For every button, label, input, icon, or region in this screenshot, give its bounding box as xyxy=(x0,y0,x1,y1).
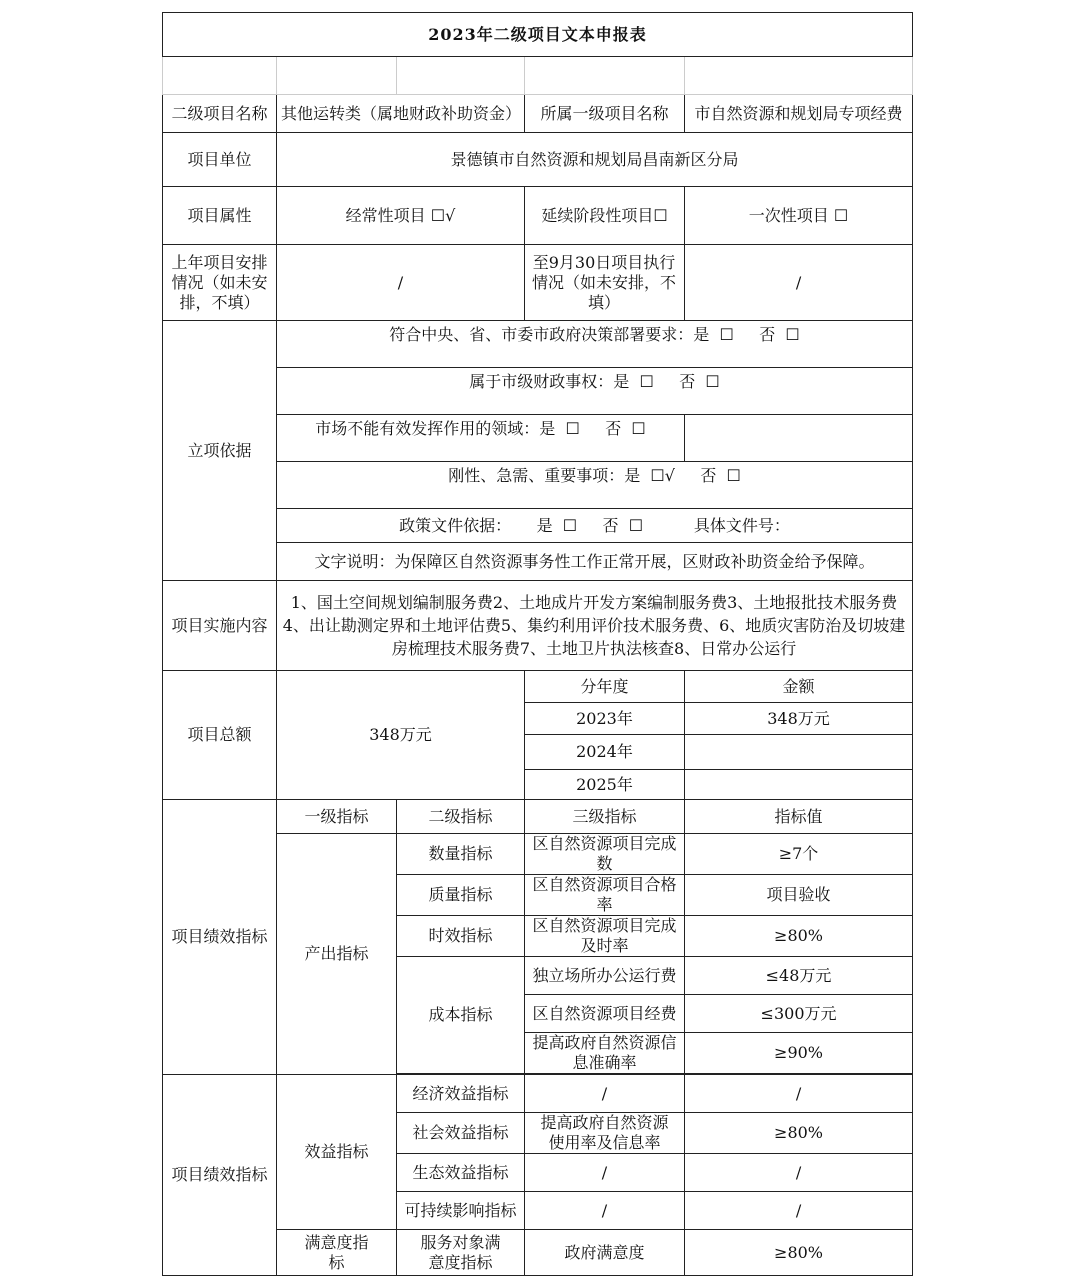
amount-cell: 348万元 xyxy=(685,703,913,735)
performance-label: 项目绩效指标 xyxy=(163,800,277,1075)
year-header: 分年度 xyxy=(525,671,685,703)
last-year-value: / xyxy=(277,245,525,321)
year-cell: 2025年 xyxy=(525,770,685,800)
project-unit-label: 项目单位 xyxy=(163,133,277,187)
amount-cell xyxy=(685,735,913,770)
cost-value: ≥90% xyxy=(685,1033,913,1074)
cost-value: ≤48万元 xyxy=(685,957,913,995)
project-name-label: 二级项目名称 xyxy=(163,95,277,133)
project-name-value: 其他运转类（属地财政补助资金） xyxy=(277,95,525,133)
project-attribute-label: 项目属性 xyxy=(163,187,277,245)
level3-header: 三级指标 xyxy=(525,800,685,834)
execution-value: / xyxy=(685,245,913,321)
satisfaction-level3: 政府满意度 xyxy=(525,1230,685,1276)
basis-line-fiscal-authority: 属于市级财政事权：是 ☐ 否 ☐ xyxy=(277,368,913,415)
basis-line-market-failure: 市场不能有效发挥作用的领域：是 ☐ 否 ☐ xyxy=(277,415,685,462)
indicator-value-header: 指标值 xyxy=(685,800,913,834)
parent-project-label: 所属一级项目名称 xyxy=(525,95,685,133)
quantity-indicator: 数量指标 xyxy=(397,834,525,875)
quality-level3: 区自然资源项目合格率 xyxy=(525,875,685,916)
basis-line-policy-document: 政策文件依据： 是 ☐ 否 ☐ 具体文件号： xyxy=(277,509,913,543)
amount-cell xyxy=(685,770,913,800)
social-level3: 提高政府自然资源使用率及信息率 xyxy=(525,1113,685,1154)
quality-value: 项目验收 xyxy=(685,875,913,916)
economic-level3: / xyxy=(525,1075,685,1113)
quantity-level3: 区自然资源项目完成数 xyxy=(525,834,685,875)
attribute-option-onetime: 一次性项目 ☐ xyxy=(685,187,913,245)
quantity-value: ≥7个 xyxy=(685,834,913,875)
total-amount-value: 348万元 xyxy=(277,671,525,800)
ecological-indicator: 生态效益指标 xyxy=(397,1154,525,1192)
year-cell: 2023年 xyxy=(525,703,685,735)
amount-header: 金额 xyxy=(685,671,913,703)
economic-indicator: 经济效益指标 xyxy=(397,1075,525,1113)
economic-value: / xyxy=(685,1075,913,1113)
cost-level3: 提高政府自然资源信息准确率 xyxy=(525,1033,685,1074)
ecological-level3: / xyxy=(525,1154,685,1192)
ecological-value: / xyxy=(685,1154,913,1192)
basis-line-description: 文字说明：为保障区自然资源事务性工作正常开展，区财政补助资金给予保障。 xyxy=(277,543,913,581)
performance-label-2: 项目绩效指标 xyxy=(163,1075,277,1276)
service-satisfaction-indicator: 服务对象满意度指标 xyxy=(397,1230,525,1276)
sustainable-indicator: 可持续影响指标 xyxy=(397,1192,525,1230)
social-value: ≥80% xyxy=(685,1113,913,1154)
quality-indicator: 质量指标 xyxy=(397,875,525,916)
total-amount-label: 项目总额 xyxy=(163,671,277,800)
satisfaction-indicator-label: 满意度指标 xyxy=(277,1230,397,1276)
cost-value: ≤300万元 xyxy=(685,995,913,1033)
sustainable-value: / xyxy=(685,1192,913,1230)
social-indicator: 社会效益指标 xyxy=(397,1113,525,1154)
satisfaction-value: ≥80% xyxy=(685,1230,913,1276)
application-form-table xyxy=(162,12,913,1276)
project-unit-value: 景德镇市自然资源和规划局昌南新区分局 xyxy=(277,133,913,187)
execution-label: 至9月30日项目执行情况（如未安排，不填） xyxy=(525,245,685,321)
attribute-option-recurring: 经常性项目 ☐√ xyxy=(277,187,525,245)
level2-header: 二级指标 xyxy=(397,800,525,834)
implementation-label: 项目实施内容 xyxy=(163,581,277,671)
cost-indicator: 成本指标 xyxy=(397,957,525,1074)
blank-cell xyxy=(277,57,397,95)
timeliness-level3: 区自然资源项目完成及时率 xyxy=(525,916,685,957)
basis-label: 立项依据 xyxy=(163,321,277,581)
basis-line-urgent-matters: 刚性、急需、重要事项：是 ☐√ 否 ☐ xyxy=(277,462,913,509)
output-indicator-label: 产出指标 xyxy=(277,834,397,1075)
level1-header: 一级指标 xyxy=(277,800,397,834)
blank-cell xyxy=(397,57,525,95)
parent-project-value: 市自然资源和规划局专项经费 xyxy=(685,95,913,133)
timeliness-value: ≥80% xyxy=(685,916,913,957)
cost-level3: 独立场所办公运行费 xyxy=(525,957,685,995)
blank-cell xyxy=(685,415,913,462)
blank-cell xyxy=(685,57,913,95)
benefit-indicator-label: 效益指标 xyxy=(277,1075,397,1230)
basis-line-policy: 符合中央、省、市委市政府决策部署要求：是 ☐ 否 ☐ xyxy=(277,321,913,368)
blank-cell xyxy=(163,57,277,95)
form-title: 2023年二级项目文本申报表 xyxy=(163,13,913,57)
blank-cell xyxy=(525,57,685,95)
attribute-option-continuing: 延续阶段性项目☐ xyxy=(525,187,685,245)
implementation-content: 1、国土空间规划编制服务费2、土地成片开发方案编制服务费3、土地报批技术服务费4、出让勘测定界和土地评估费5、集约利用评价技术服务费、6、地质灾害防治及切坡建房梳理技术服务费7、土地卫片执法核查8、日常办公运行 xyxy=(277,581,913,671)
cost-level3: 区自然资源项目经费 xyxy=(525,995,685,1033)
timeliness-indicator: 时效指标 xyxy=(397,916,525,957)
last-year-label: 上年项目安排情况（如未安排，不填） xyxy=(163,245,277,321)
year-cell: 2024年 xyxy=(525,735,685,770)
sustainable-level3: / xyxy=(525,1192,685,1230)
